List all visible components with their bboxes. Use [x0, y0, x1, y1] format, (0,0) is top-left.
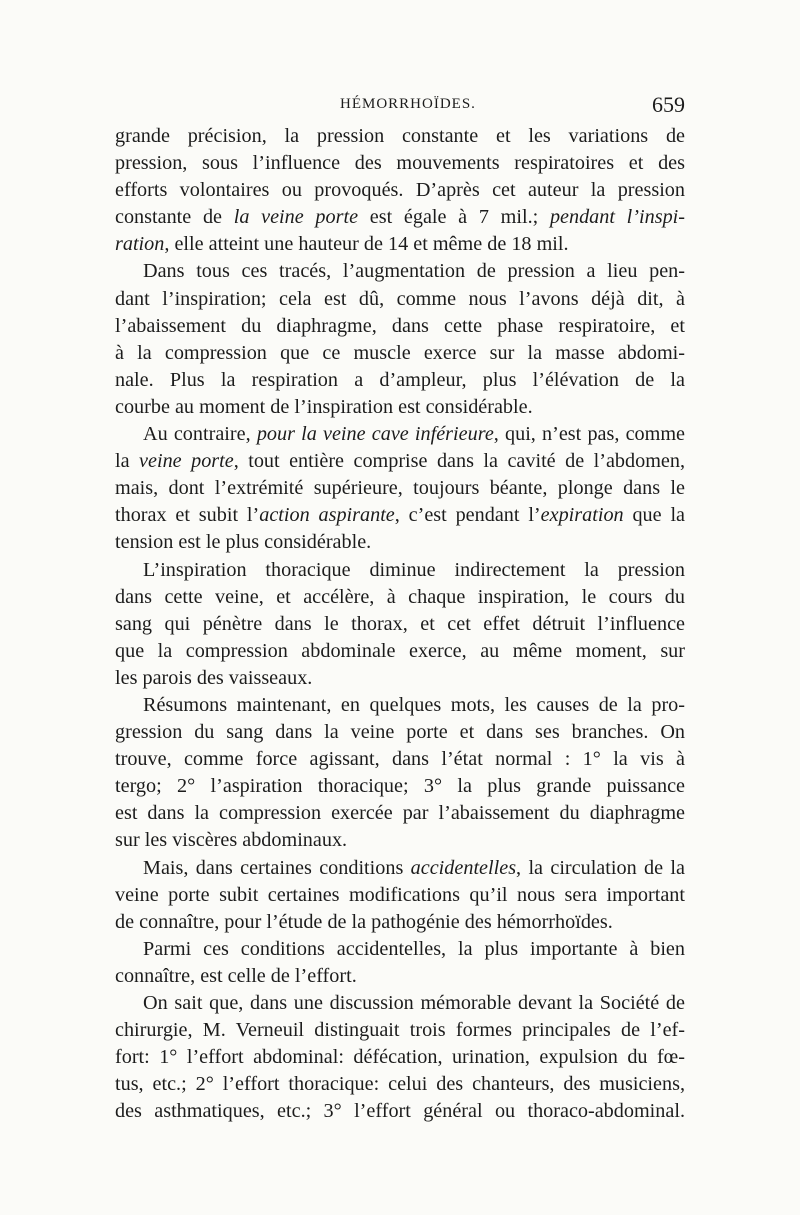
text-line: tension est le plus considérable.: [115, 531, 372, 554]
text-line: la veine porte, tout entière comprise dans la cavité de l’abdomen,: [115, 450, 686, 473]
page-header: [115, 92, 685, 122]
italic-phrase: ration: [115, 233, 165, 256]
text-line: l’abaissement du diaphragme, dans cette phase respiratoire, et: [115, 314, 685, 337]
text-line: constante de la veine porte est égale à 7 mil.; pendant l’inspi-: [115, 206, 685, 229]
text-line: tergo; 2° l’aspiration thoracique; 3° la plus grande puissance: [115, 775, 685, 798]
italic-phrase: expiration: [540, 504, 624, 527]
text-line: trouve, comme force agissant, dans l’état normal : 1° la vis à: [115, 748, 685, 771]
italic-phrase: pendant l’inspi-: [549, 206, 685, 229]
italic-phrase: accidentelles: [410, 856, 517, 879]
italic-phrase: veine porte: [139, 450, 234, 473]
text-line: mais, dont l’extrémité supérieure, toujours béante, plonge dans le: [115, 477, 685, 500]
text-line: pression, sous l’influence des mouvements respiratoires et des: [115, 152, 685, 175]
italic-phrase: action aspirante: [259, 504, 395, 527]
text-line: courbe au moment de l’inspiration est considérable.: [115, 395, 533, 418]
text-line: chirurgie, M. Verneuil distinguait trois formes principales de l’ef-: [115, 1019, 685, 1042]
text-line: est dans la compression exercée par l’abaissement du diaphragme: [115, 802, 685, 825]
paragraph-first-line: On sait que, dans une discussion mémorable devant la Société de: [143, 992, 685, 1014]
running-title: HÉMORRHOÏDES.: [340, 96, 476, 112]
text-line: efforts volontaires ou provoqués. D’après cet auteur la pression: [115, 179, 685, 202]
text-line: tus, etc.; 2° l’effort thoracique: celui des chanteurs, des musiciens,: [115, 1073, 685, 1096]
text-line: dans cette veine, et accélère, à chaque inspiration, le cours du: [115, 585, 685, 608]
text-line: fort: 1° l’effort abdominal: défécation, urination, expulsion du fœ-: [115, 1046, 685, 1069]
paragraph-first-line: Au contraire, pour la veine cave inférieure, qui, n’est pas, comme: [143, 423, 685, 446]
text-line: sur les viscères abdominaux.: [115, 829, 348, 852]
page-number: 659: [652, 92, 685, 117]
paragraph-first-line: L’inspiration thoracique diminue indirectement la pression: [143, 558, 685, 581]
text-line: nale. Plus la respiration a d’ampleur, plus l’élévation de la: [115, 368, 685, 391]
italic-phrase: la veine porte: [233, 206, 359, 229]
text-line: grande précision, la pression constante et les variations de: [115, 125, 685, 147]
text-line: à la compression que ce muscle exerce sur la masse abdomi-: [115, 341, 685, 364]
text-line: dant l’inspiration; cela est dû, comme nous l’avons déjà dit, à: [115, 287, 685, 310]
paragraph-first-line: Parmi ces conditions accidentelles, la plus importante à bien: [143, 937, 685, 960]
text-line: connaître, est celle de l’effort.: [115, 964, 357, 987]
text-line: des asthmatiques, etc.; 3° l’effort général ou thoraco-abdominal.: [115, 1100, 685, 1123]
text-line: que la compression abdominale exerce, au même moment, sur: [115, 639, 685, 662]
text-line: de connaître, pour l’étude de la pathogénie des hémorrhoïdes.: [115, 910, 613, 933]
text-line: les parois des vaisseaux.: [115, 666, 313, 689]
italic-phrase: pour la veine cave inférieure: [256, 423, 494, 446]
text-line: sang qui pénètre dans le thorax, et cet effet détruit l’influence: [115, 612, 685, 635]
text-line: thorax et subit l’action aspirante, c’est pendant l’expiration que la: [115, 504, 686, 527]
text-line: ration, elle atteint une hauteur de 14 et même de 18 mil.: [115, 233, 569, 256]
body-text: [115, 123, 685, 1125]
paragraph-first-line: Dans tous ces tracés, l’augmentation de pression a lieu pen-: [143, 260, 685, 283]
paragraph-first-line: Résumons maintenant, en quelques mots, les causes de la pro-: [143, 693, 685, 716]
text-line: veine porte subit certaines modifications qu’il nous sera important: [115, 883, 685, 906]
text-line: gression du sang dans la veine porte et dans ses branches. On: [115, 721, 685, 744]
paragraph-first-line: Mais, dans certaines conditions accidentelles, la circulation de la: [143, 856, 685, 879]
